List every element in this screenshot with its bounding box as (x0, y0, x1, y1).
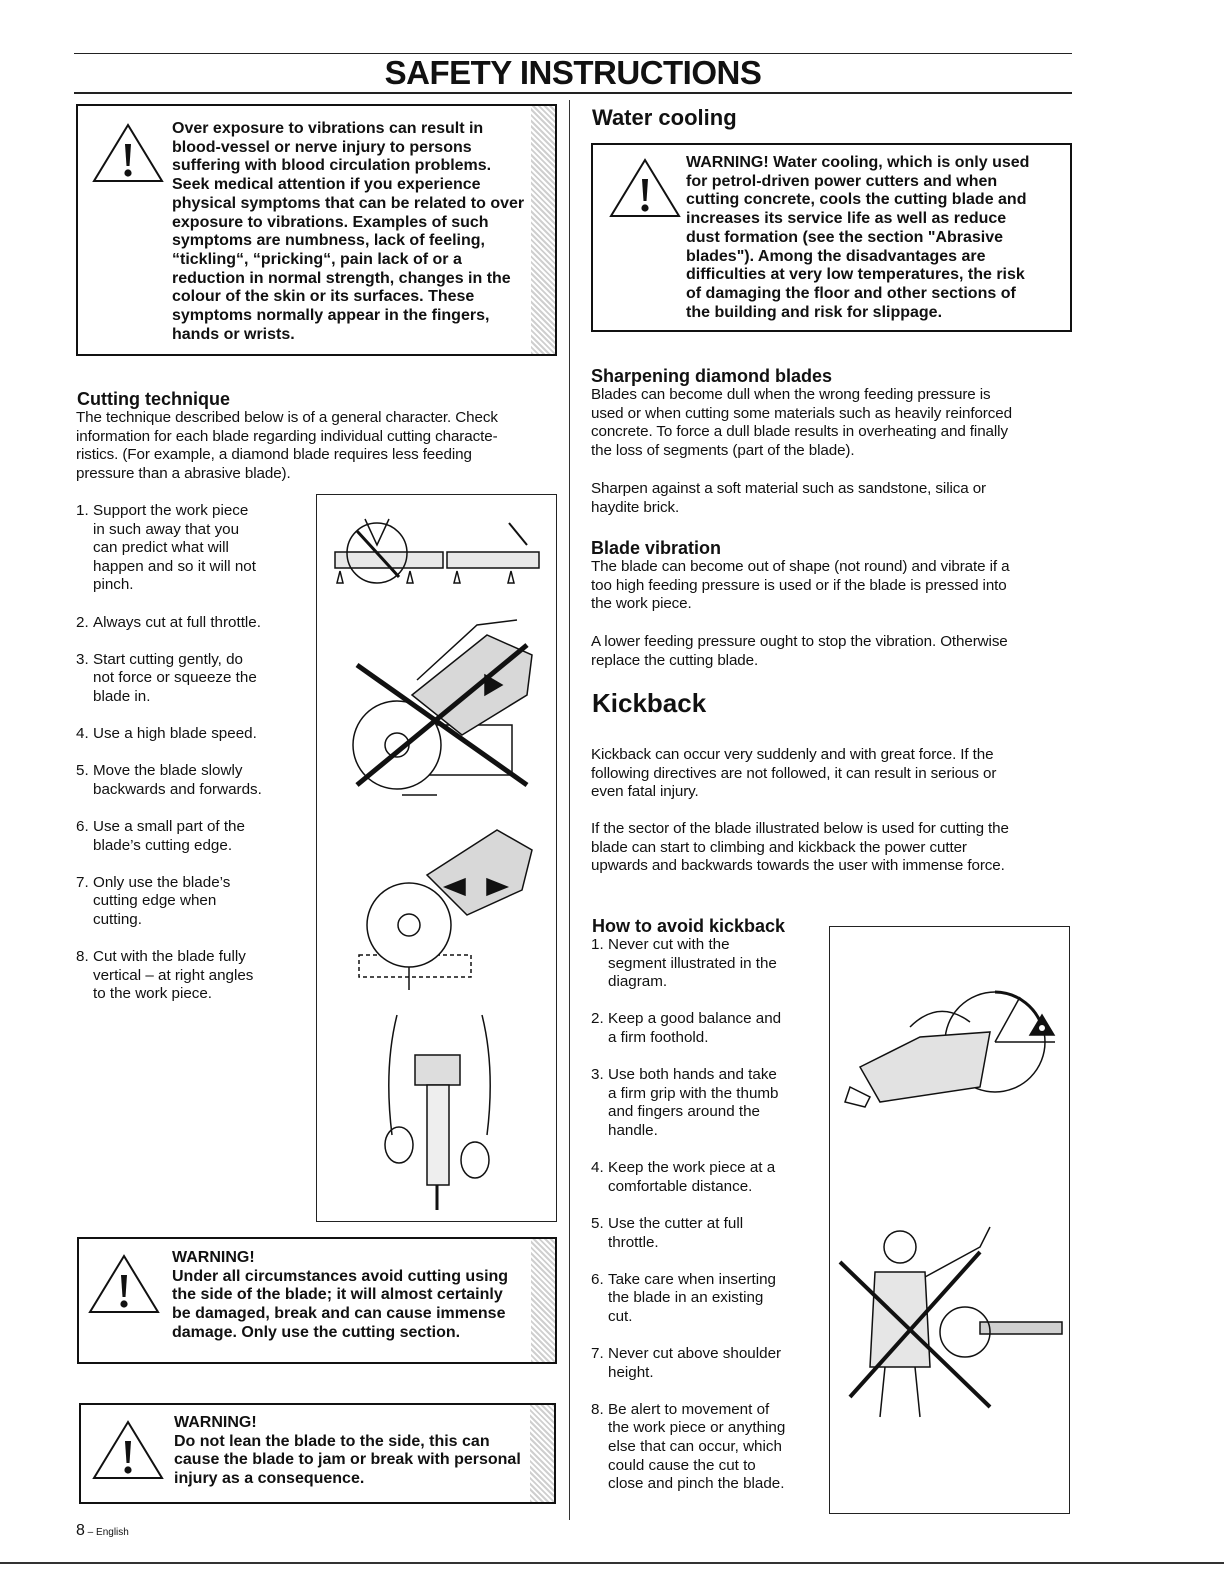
warning-text-line: “tickling“, “pricking“, pain lack of or a (172, 250, 462, 268)
warning-text-line: blood-vessel or nerve injury to persons (172, 138, 472, 156)
vibration-warning-box (76, 104, 557, 356)
warning-text-line: Do not lean the blade to the side, this can (174, 1432, 490, 1450)
step-number: 2. (76, 613, 89, 631)
cutting-technique-intro (76, 409, 566, 483)
step-text-line: to the work piece. (93, 985, 213, 1003)
warning-text-line: of damaging the floor and other sections of (686, 284, 1016, 302)
warning-text-line: symptoms normally appear in the fingers, (172, 307, 490, 325)
paragraph-line: A lower feeding pressure ought to stop the vibration. Otherwise (591, 633, 1008, 650)
step-text-line: vertical – at right angles (93, 966, 254, 984)
step-text-line: Start cutting gently, do (93, 650, 243, 668)
paragraph-line: following directives are not followed, it can result in serious or (591, 764, 997, 782)
warning-text-line: difficulties at very low temperatures, the risk (686, 266, 1025, 284)
cutter-prohibited-drawing (353, 620, 532, 795)
step-text-line: blade in. (93, 687, 151, 705)
warning-text-line: physical symptoms that can be related to over (172, 194, 525, 212)
step-number: 3. (76, 650, 89, 668)
step-number: 6. (591, 1270, 604, 1288)
step-text-line: Never cut above shoulder (608, 1345, 782, 1363)
warning-text-line: Seek medical attention if you experience (172, 176, 481, 194)
step-text-line: Be alert to movement of (608, 1400, 770, 1418)
paragraph-line: too high feeding pressure is used or if the blade is pressed into (591, 576, 1007, 594)
avoid-kickback-steps (591, 936, 821, 1512)
kickback-step (591, 1159, 821, 1196)
blade-vibration-paragraph-1 (591, 558, 1071, 614)
step-text-line: Only use the blade’s (93, 873, 231, 891)
warning-text-line: reduction in normal strength, changes in the (172, 269, 511, 287)
warning-text-line: suffering with blood circulation problems. (172, 157, 492, 175)
step-text-line: could cause the cut to (608, 1456, 756, 1474)
sharpening-paragraph-1 (591, 386, 1071, 460)
warning-text-line: the building and risk for slippage. (686, 303, 943, 321)
step-text-line: Keep a good balance and (608, 1010, 782, 1028)
warning-triangle-icon (87, 1253, 161, 1315)
side-cutting-warning-box (77, 1237, 557, 1364)
warning-text-line: exposure to vibrations. Examples of such (172, 213, 489, 231)
step-text-line: a firm foothold. (608, 1028, 709, 1046)
step-text-line: happen and so it will not (93, 557, 256, 575)
kickback-step (591, 1271, 821, 1327)
paragraph-line: upwards and backwards towards the user with immense force. (591, 857, 1005, 875)
paragraph-line: ristics. (For example, a diamond blade requires less feeding (76, 446, 472, 464)
paragraph-line: replace the cutting blade. (591, 651, 759, 669)
step-text-line: throttle. (608, 1233, 659, 1251)
page-title: SAFETY INSTRUCTIONS (384, 54, 762, 91)
warning-triangle-icon (608, 157, 682, 219)
warning-text-line: increases its service life as well as reduce (686, 210, 1007, 228)
step-text-line: Support the work piece (93, 502, 249, 519)
blade-vibration-paragraph-2 (591, 633, 1071, 670)
kickback-step (591, 1401, 821, 1494)
paragraph-line: haydite brick. (591, 498, 680, 516)
cutting-step (76, 502, 316, 595)
step-text-line: Always cut at full throttle. (93, 613, 261, 631)
water-cooling-heading: Water cooling (592, 105, 737, 130)
step-number: 7. (591, 1345, 604, 1363)
kickback-paragraph-2 (591, 820, 1071, 876)
support-diagram-correct (447, 523, 539, 583)
warning-text-line: hands or wrists. (172, 325, 295, 343)
warning-text-line: damage. Only use the cutting section. (172, 1323, 461, 1341)
avoid-kickback-heading: How to avoid kickback (592, 916, 786, 936)
warning-text-line: cause the blade to jam or break with personal (174, 1451, 521, 1469)
blade-lean-warning-box (79, 1403, 556, 1504)
warning-text-line: symptoms are numbness, lack of feeling, (172, 232, 485, 250)
warning-text-line: WARNING! (174, 1414, 257, 1431)
cutting-step (76, 874, 316, 930)
cutting-step (76, 614, 316, 633)
warning-text-line: cutting concrete, cools the cutting blade and (686, 191, 1027, 209)
cutting-step (76, 651, 316, 707)
kickback-illustration (830, 927, 1071, 1515)
cutting-step (76, 725, 316, 744)
step-text-line: the blade in an existing (608, 1289, 764, 1307)
warning-text-line: WARNING! (172, 1249, 255, 1266)
step-text-line: else that can occur, which (608, 1438, 782, 1456)
step-text-line: segment illustrated in the (608, 954, 777, 972)
step-text-line: cutting edge when (93, 892, 217, 910)
kickback-step (591, 936, 821, 992)
step-text-line: Move the blade slowly (93, 762, 243, 780)
paragraph-line: Sharpen against a soft material such as sandstone, silica or (591, 480, 987, 497)
step-text-line: a firm grip with the thumb (608, 1084, 779, 1102)
paragraph-line: The blade can become out of shape (not round) and vibrate if a (591, 558, 1010, 575)
kickback-heading: Kickback (592, 688, 707, 718)
paragraph-line: the loss of segments (part of the blade). (591, 441, 855, 459)
step-text-line: height. (608, 1363, 654, 1381)
paragraph-line: pressure than a abrasive blade). (76, 464, 291, 482)
step-number: 7. (76, 873, 89, 891)
paragraph-line: used or when cutting some materials such as heavily reinforced (591, 404, 1012, 422)
paragraph-line: blade can start to climbing and kickback the power cutter (591, 838, 967, 856)
sharpening-heading: Sharpening diamond blades (591, 366, 833, 386)
step-number: 4. (591, 1159, 604, 1177)
paragraph-line: Kickback can occur very suddenly and with great force. If the (591, 746, 994, 763)
kickback-step (591, 1010, 821, 1047)
step-text-line: handle. (608, 1121, 658, 1139)
cutting-technique-illustration (317, 495, 558, 1223)
step-text-line: Use the cutter at full (608, 1214, 744, 1232)
step-text-line: not force or squeeze the (93, 669, 257, 687)
warning-text-line: Over exposure to vibrations can result in (172, 120, 484, 137)
step-text-line: Never cut with the (608, 936, 730, 953)
step-text-line: close and pinch the blade. (608, 1475, 785, 1493)
warning-text-line: be damaged, break and can cause immense (172, 1305, 506, 1323)
cutting-technique-figure (316, 494, 557, 1222)
warning-triangle-icon (91, 122, 165, 184)
cutting-step (76, 762, 316, 799)
operator-overhead-prohibited-drawing (840, 1227, 1062, 1417)
step-text-line: pinch. (93, 576, 134, 594)
warning-text-line: colour of the skin or its surfaces. These (172, 288, 475, 306)
paragraph-line: concrete. To force a dull blade results in overheating and finally (591, 423, 1008, 441)
step-text-line: in such away that you (93, 520, 240, 538)
blade-vibration-heading: Blade vibration (591, 538, 722, 558)
cutting-technique-heading: Cutting technique (77, 389, 230, 409)
page-number: 8 – English (76, 1522, 129, 1539)
step-number: 8. (591, 1400, 604, 1418)
water-cooling-warning-box (591, 143, 1072, 332)
water-cooling-warning-text (686, 154, 1071, 322)
warning-text-line: WARNING! Water cooling, which is only used (686, 154, 1030, 171)
step-text-line: comfortable distance. (608, 1177, 753, 1195)
paragraph-line: information for each blade regarding individual cutting characte- (76, 427, 498, 445)
step-text-line: Use a high blade speed. (93, 725, 257, 743)
blade-lean-warning-text (174, 1414, 554, 1489)
step-number: 1. (76, 502, 89, 519)
paragraph-line: If the sector of the blade illustrated below is used for cutting the (591, 820, 1009, 837)
vibration-warning-text (172, 120, 552, 344)
warning-text-line: blades"). Among the disadvantages are (686, 247, 986, 265)
step-number: 2. (591, 1010, 604, 1028)
step-text-line: Use both hands and take (608, 1066, 777, 1084)
step-text-line: Cut with the blade fully (93, 948, 246, 966)
bottom-rule (0, 1562, 1224, 1564)
column-divider (569, 100, 570, 1520)
step-text-line: Use a small part of the (93, 818, 245, 836)
paragraph-line: the work piece. (591, 595, 692, 613)
support-diagram-prohibited (335, 519, 443, 583)
warning-text-line: for petrol-driven power cutters and when (686, 172, 998, 190)
step-number: 6. (76, 818, 89, 836)
cutting-technique-steps (76, 502, 316, 1023)
step-text-line: cut. (608, 1307, 633, 1325)
kickback-step (591, 1066, 821, 1140)
cutting-step (76, 818, 316, 855)
step-number: 5. (76, 762, 89, 780)
warning-text-line: the side of the blade; it will almost certainly (172, 1286, 503, 1304)
step-text-line: cutting. (93, 911, 142, 929)
step-number: 4. (76, 725, 89, 743)
step-text-line: and fingers around the (608, 1103, 760, 1121)
paragraph-line: even fatal injury. (591, 783, 699, 801)
side-cutting-warning-text (172, 1249, 552, 1343)
step-number: 8. (76, 948, 89, 966)
step-text-line: the work piece or anything (608, 1419, 786, 1437)
step-number: 1. (591, 936, 604, 953)
sharpening-paragraph-2 (591, 480, 1071, 517)
warning-text-line: injury as a consequence. (174, 1470, 365, 1488)
warning-triangle-icon (91, 1419, 165, 1481)
step-text-line: blade’s cutting edge. (93, 836, 233, 854)
step-text-line: diagram. (608, 973, 668, 991)
kickback-figure (829, 926, 1070, 1514)
kickback-step (591, 1345, 821, 1382)
step-number: 3. (591, 1066, 604, 1084)
title-rule (74, 92, 1072, 94)
operator-drawing (385, 1015, 490, 1210)
cutting-step (76, 948, 316, 1004)
cutter-correct-drawing (359, 830, 532, 990)
paragraph-line: The technique described below is of a general character. Check (76, 409, 498, 426)
kickback-step (591, 1215, 821, 1252)
warning-text-line: dust formation (see the section "Abrasive (686, 228, 1003, 246)
step-text-line: backwards and forwards. (93, 780, 262, 798)
kickback-paragraph-1 (591, 746, 1071, 802)
paragraph-line: Blades can become dull when the wrong feeding pressure is (591, 386, 991, 403)
step-text-line: Take care when inserting (608, 1270, 776, 1288)
kickback-zone-drawing (845, 992, 1055, 1107)
step-text-line: can predict what will (93, 539, 229, 557)
warning-text-line: Under all circumstances avoid cutting using (172, 1267, 509, 1285)
step-number: 5. (591, 1214, 604, 1232)
step-text-line: Keep the work piece at a (608, 1159, 776, 1177)
